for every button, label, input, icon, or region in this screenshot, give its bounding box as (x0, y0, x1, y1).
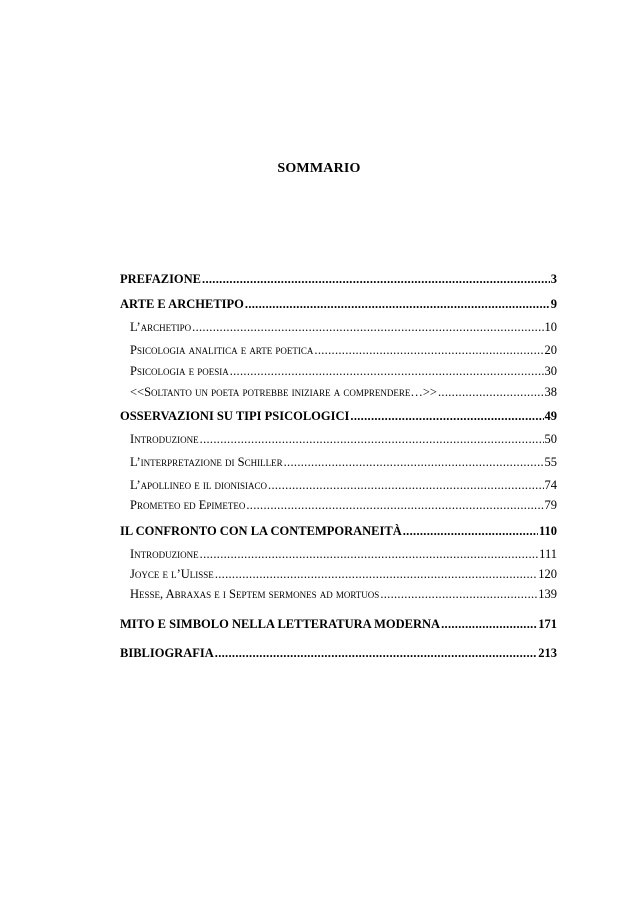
toc-section-prometeo[interactable] (120, 498, 557, 513)
dot-leader (245, 297, 550, 312)
toc-chapter-prefazione[interactable] (120, 272, 557, 287)
toc-section-soltanto-un-poeta[interactable] (120, 385, 557, 400)
toc-page-number: 30 (544, 364, 557, 378)
toc-entry-label: MITO E SIMBOLO NELLA LETTERATURA MODERNA (120, 617, 441, 631)
page-title: SOMMARIO (277, 161, 361, 176)
dot-leader (200, 432, 544, 447)
toc-section-joyce[interactable] (120, 567, 557, 582)
toc-section-psicologia-e-poesia[interactable] (120, 364, 557, 379)
toc-entry-label: L’apollineo e il dionisiaco (130, 478, 268, 492)
toc-page-number: 38 (544, 385, 557, 399)
toc-entry-label: L’interpretazione di Schiller (130, 455, 283, 469)
toc-page-number: 110 (538, 524, 557, 538)
toc-section-archetipo[interactable] (120, 320, 557, 335)
toc-entry-label: Psicologia e poesia (130, 364, 229, 378)
toc-entry-label: <<Soltanto un poeta potrebbe iniziare a comprendere…>> (130, 385, 437, 399)
toc-page-number: 9 (550, 297, 557, 311)
dot-leader (230, 364, 544, 379)
toc-section-psicologia-analitica[interactable] (120, 343, 557, 358)
toc-page-number: 111 (539, 547, 557, 561)
dot-leader (314, 343, 543, 358)
toc-section-apollineo[interactable] (120, 478, 557, 493)
toc-chapter-mito-e-simbolo[interactable] (120, 617, 557, 632)
toc-page-number: 20 (544, 343, 557, 357)
toc-entry-label: L’archetipo (130, 320, 192, 334)
toc-section-hesse[interactable] (120, 587, 557, 602)
toc-chapter-arte-e-archetipo[interactable] (120, 297, 557, 312)
dot-leader (350, 409, 543, 424)
toc-entry-label: ARTE E ARCHETIPO (120, 297, 244, 311)
toc-page-number: 55 (544, 455, 557, 469)
toc-page-number: 79 (544, 498, 557, 512)
dot-leader (200, 547, 539, 562)
dot-leader (215, 567, 537, 582)
toc-page-number: 50 (544, 432, 557, 446)
toc-page-number: 171 (538, 617, 557, 631)
toc-page-number: 10 (544, 320, 557, 334)
dot-leader (441, 617, 537, 632)
toc-entry-label: Psicologia analitica e arte poetica (130, 343, 314, 357)
dot-leader (403, 524, 538, 539)
toc-page-number: 74 (544, 478, 557, 492)
toc-entry-label: Hesse, Abraxas e i Septem sermones ad mortuos (130, 587, 380, 601)
toc-chapter-bibliografia[interactable] (120, 646, 557, 661)
dot-leader (215, 646, 537, 661)
toc-page-number: 3 (550, 272, 557, 286)
toc-chapter-confronto[interactable] (120, 524, 557, 539)
dot-leader (268, 478, 543, 493)
toc-entry-label: Introduzione (130, 547, 199, 561)
toc-entry-label: PREFAZIONE (120, 272, 202, 286)
dot-leader (192, 320, 543, 335)
table-of-contents (120, 272, 557, 661)
dot-leader (246, 498, 543, 513)
toc-entry-label: Prometeo ed Epimeteo (130, 498, 246, 512)
dot-leader (284, 455, 544, 470)
toc-entry-label: Joyce e l’Ulisse (130, 567, 214, 581)
dot-leader (438, 385, 544, 400)
dot-leader (202, 272, 550, 287)
toc-entry-label: OSSERVAZIONI SU TIPI PSICOLOGICI (120, 409, 350, 423)
dot-leader (380, 587, 537, 602)
toc-page-number: 139 (538, 587, 557, 601)
toc-entry-label: BIBLIOGRAFIA (120, 646, 214, 660)
toc-entry-label: IL CONFRONTO CON LA CONTEMPORANEITÀ (120, 524, 402, 538)
toc-chapter-osservazioni[interactable] (120, 409, 557, 424)
toc-page-number: 213 (538, 646, 557, 660)
toc-section-introduzione-2[interactable] (120, 547, 557, 562)
toc-page-number: 49 (544, 409, 557, 423)
toc-section-schiller[interactable] (120, 455, 557, 470)
toc-section-introduzione[interactable] (120, 432, 557, 447)
toc-page-number: 120 (538, 567, 557, 581)
toc-entry-label: Introduzione (130, 432, 199, 446)
